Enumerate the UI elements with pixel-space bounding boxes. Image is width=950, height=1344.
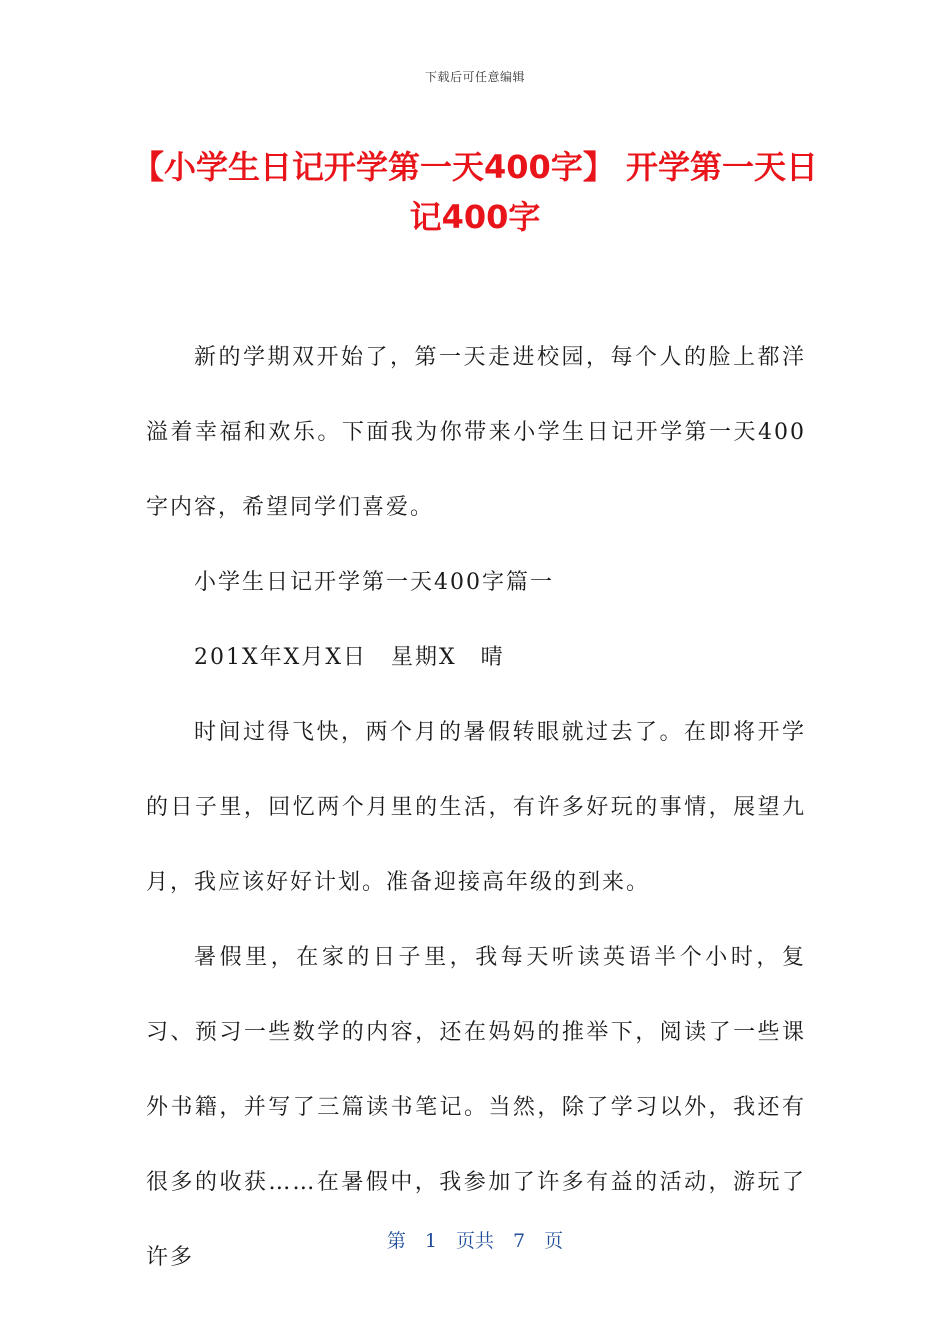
paragraph-intro: 新的学期双开始了，第一天走进校园，每个人的脸上都洋溢着幸福和欢乐。下面我为你带来小学生日记开学第一天400字内容，希望同学们喜爱。 <box>146 345 806 520</box>
paragraph-body-1: 时间过得飞快，两个月的暑假转眼就过去了。在即将开学的日子里，回忆两个月里的生活，有许多好玩的事情，展望九月，我应该好好计划。准备迎接高年级的到来。 <box>146 720 806 895</box>
body-text <box>146 320 806 1295</box>
paragraph-body-2: 暑假里，在家的日子里，我每天听读英语半个小时，复习、预习一些数学的内容，还在妈妈的推举下，阅读了一些课外书籍，并写了三篇读书笔记。当然，除了学习以外，我还有很多的收获……在暑假中，我参加了许多有益的活动，游玩了许多 <box>146 945 806 1270</box>
paragraph-date-line: 201X年X月X日 星期X 晴 <box>194 645 505 670</box>
document-title: 【小学生日记开学第一天400字】 开学第一天日记400字 <box>132 148 818 236</box>
paragraph-section-heading: 小学生日记开学第一天400字篇一 <box>194 570 554 595</box>
page-footer: 第 1 页共 7 页 <box>386 1230 564 1252</box>
header-note: 下载后可任意编辑 <box>424 70 525 84</box>
